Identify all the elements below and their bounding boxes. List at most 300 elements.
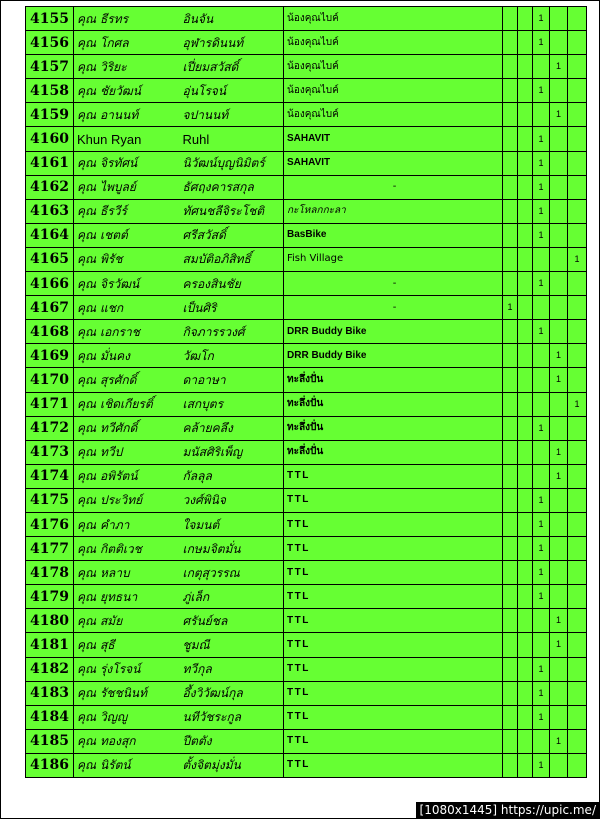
club-name: TTL [284,488,503,512]
flag-col-3: 1 [533,512,550,536]
club-name: น้องคุณไบค์ [284,79,503,103]
table-row [26,464,587,488]
flag-col-3: 1 [533,561,550,585]
flag-col-2 [518,488,533,512]
row-number: 4173 [26,440,74,464]
flag-col-3: 1 [533,681,550,705]
club-name: TTL [284,464,503,488]
flag-col-2 [518,79,533,103]
flag-col-2 [518,633,533,657]
last-name: นทีวัชระกูล [181,705,284,729]
flag-col-4 [550,681,568,705]
row-number: 4159 [26,103,74,127]
first-name: คุณ นิรัตน์ [74,753,181,777]
flag-col-1 [503,705,518,729]
table-row [26,537,587,561]
flag-col-1 [503,151,518,175]
table-row [26,272,587,296]
row-number: 4164 [26,223,74,247]
flag-col-5 [568,55,587,79]
flag-col-1 [503,585,518,609]
last-name: ครองสินชัย [181,272,284,296]
flag-col-2 [518,151,533,175]
club-name: น้องคุณไบค์ [284,7,503,31]
table-row [26,79,587,103]
club-name: TTL [284,729,503,753]
first-name: คุณ ธีรทร [74,7,181,31]
first-name: คุณ จิรทัศน์ [74,151,181,175]
table-row [26,55,587,79]
last-name: จปานนท์ [181,103,284,127]
club-name: TTL [284,633,503,657]
row-number: 4168 [26,320,74,344]
flag-col-4 [550,127,568,151]
flag-col-1 [503,272,518,296]
last-name: เปี่ยมสวัสดิ์ [181,55,284,79]
flag-col-4 [550,561,568,585]
row-number: 4185 [26,729,74,753]
flag-col-3 [533,633,550,657]
first-name: คุณ อานนท์ [74,103,181,127]
flag-col-4 [550,151,568,175]
flag-col-2 [518,440,533,464]
flag-col-2 [518,103,533,127]
table-row [26,103,587,127]
club-name: TTL [284,609,503,633]
row-number: 4179 [26,585,74,609]
flag-col-4: 1 [550,440,568,464]
flag-col-4 [550,7,568,31]
table-row [26,344,587,368]
flag-col-3: 1 [533,7,550,31]
flag-col-4: 1 [550,609,568,633]
flag-col-2 [518,561,533,585]
flag-col-2 [518,585,533,609]
flag-col-3: 1 [533,199,550,223]
flag-col-5 [568,633,587,657]
row-number: 4186 [26,753,74,777]
club-name: - [284,272,503,296]
flag-col-3: 1 [533,657,550,681]
flag-col-1 [503,416,518,440]
flag-col-1 [503,512,518,536]
first-name: คุณ โกศล [74,31,181,55]
flag-col-5 [568,416,587,440]
row-number: 4166 [26,272,74,296]
last-name: ศรันย์ชล [181,609,284,633]
club-name: TTL [284,512,503,536]
first-name: คุณ ยุทธนา [74,585,181,609]
flag-col-4 [550,416,568,440]
row-number: 4182 [26,657,74,681]
flag-col-5 [568,127,587,151]
row-number: 4171 [26,392,74,416]
row-number: 4167 [26,296,74,320]
flag-col-2 [518,464,533,488]
row-number: 4156 [26,31,74,55]
table-row [26,31,587,55]
club-name: TTL [284,585,503,609]
flag-col-2 [518,392,533,416]
flag-col-3: 1 [533,585,550,609]
flag-col-5 [568,103,587,127]
table-row [26,223,587,247]
flag-col-2 [518,344,533,368]
row-number: 4155 [26,7,74,31]
flag-col-3: 1 [533,320,550,344]
flag-col-5 [568,753,587,777]
table-row [26,585,587,609]
last-name: ตั้งจิตมุ่งมั่น [181,753,284,777]
flag-col-1 [503,320,518,344]
first-name: คุณ กิตติเวช [74,537,181,561]
club-name: BasBike [284,223,503,247]
flag-col-2 [518,753,533,777]
table-body [26,7,587,778]
flag-col-4 [550,223,568,247]
flag-col-1 [503,729,518,753]
flag-col-4 [550,272,568,296]
row-number: 4177 [26,537,74,561]
first-name: คุณ ไพบูลย์ [74,175,181,199]
last-name: เกตุสุวรรณ [181,561,284,585]
flag-col-5 [568,488,587,512]
table-row [26,392,587,416]
flag-col-3 [533,55,550,79]
table-row [26,320,587,344]
first-name: คุณ ธีรวีร์ [74,199,181,223]
flag-col-5: 1 [568,247,587,271]
flag-col-4 [550,79,568,103]
flag-col-1 [503,55,518,79]
flag-col-3: 1 [533,223,550,247]
club-name: TTL [284,705,503,729]
flag-col-4: 1 [550,55,568,79]
watermark: [1080x1445] https://upic.me/ [416,802,600,819]
flag-col-1 [503,368,518,392]
last-name: ภู่เล็ก [181,585,284,609]
flag-col-4 [550,31,568,55]
flag-col-4 [550,537,568,561]
flag-col-4 [550,247,568,271]
flag-col-4 [550,199,568,223]
flag-col-4: 1 [550,633,568,657]
first-name: คุณ พิรัช [74,247,181,271]
flag-col-3 [533,609,550,633]
flag-col-4 [550,175,568,199]
flag-col-5 [568,609,587,633]
flag-col-2 [518,705,533,729]
club-name: DRR Buddy Bike [284,320,503,344]
first-name: คุณ สุรศักดิ์ [74,368,181,392]
table-row [26,199,587,223]
flag-col-1 [503,31,518,55]
flag-col-2 [518,368,533,392]
flag-col-3: 1 [533,416,550,440]
flag-col-5 [568,151,587,175]
last-name: ศรีสวัสดิ์ [181,223,284,247]
row-number: 4170 [26,368,74,392]
table-row [26,368,587,392]
flag-col-4 [550,705,568,729]
flag-col-1 [503,7,518,31]
flag-col-4: 1 [550,729,568,753]
last-name: อึ้งวิวัฒน์กุล [181,681,284,705]
club-name: SAHAVIT [284,151,503,175]
flag-col-3 [533,729,550,753]
table-row [26,705,587,729]
flag-col-5 [568,199,587,223]
first-name: คุณ รัชชนินท์ [74,681,181,705]
flag-col-2 [518,272,533,296]
row-number: 4174 [26,464,74,488]
club-name: TTL [284,681,503,705]
table-row [26,753,587,777]
flag-col-1 [503,199,518,223]
club-name: TTL [284,537,503,561]
first-name: คุณ มั่นคง [74,344,181,368]
registration-table [25,6,587,778]
flag-col-4: 1 [550,368,568,392]
flag-col-2 [518,537,533,561]
flag-col-5 [568,729,587,753]
last-name: กัลลุล [181,464,284,488]
table-row [26,127,587,151]
row-number: 4178 [26,561,74,585]
last-name: อุ่นโรจน์ [181,79,284,103]
flag-col-5 [568,705,587,729]
table-row [26,175,587,199]
last-name: ใจมนต์ [181,512,284,536]
flag-col-5 [568,320,587,344]
flag-col-3: 1 [533,175,550,199]
flag-col-2 [518,31,533,55]
last-name: วัฒโก [181,344,284,368]
club-name: SAHAVIT [284,127,503,151]
last-name: เสกบุตร [181,392,284,416]
flag-col-3: 1 [533,31,550,55]
flag-col-1 [503,561,518,585]
club-name: ทะลึ่งปั่น [284,416,503,440]
last-name: เกษมจิตมั่น [181,537,284,561]
club-name: กะโหลกกะลา [284,199,503,223]
flag-col-1 [503,79,518,103]
row-number: 4175 [26,488,74,512]
flag-col-1 [503,681,518,705]
row-number: 4172 [26,416,74,440]
flag-col-4 [550,320,568,344]
flag-col-2 [518,609,533,633]
flag-col-5 [568,512,587,536]
flag-col-5 [568,31,587,55]
flag-col-1 [503,127,518,151]
first-name: คุณ ทวีป [74,440,181,464]
flag-col-1 [503,537,518,561]
flag-col-2 [518,199,533,223]
first-name: Khun Ryan [74,127,181,151]
row-number: 4162 [26,175,74,199]
table-row [26,151,587,175]
flag-col-4 [550,753,568,777]
flag-col-4 [550,392,568,416]
last-name: วงศ์พินิจ [181,488,284,512]
last-name: ธัศฤงคารสกุล [181,175,284,199]
club-name: - [284,175,503,199]
flag-col-3: 1 [533,705,550,729]
flag-col-3 [533,464,550,488]
first-name: คุณ อพิรัตน์ [74,464,181,488]
flag-col-3: 1 [533,488,550,512]
row-number: 4181 [26,633,74,657]
flag-col-3: 1 [533,537,550,561]
first-name: คุณ จิรวัฒน์ [74,272,181,296]
flag-col-4: 1 [550,464,568,488]
table-row [26,681,587,705]
club-name: น้องคุณไบค์ [284,55,503,79]
table-row [26,440,587,464]
row-number: 4169 [26,344,74,368]
flag-col-3 [533,103,550,127]
flag-col-3 [533,368,550,392]
table-row [26,7,587,31]
table-row [26,296,587,320]
flag-col-1 [503,609,518,633]
last-name: มนัสศิริเพ็ญ [181,440,284,464]
row-number: 4184 [26,705,74,729]
first-name: คุณ ทวีศักดิ์ [74,416,181,440]
flag-col-4 [550,657,568,681]
flag-col-5 [568,175,587,199]
flag-col-3: 1 [533,79,550,103]
last-name: อินจัน [181,7,284,31]
flag-col-2 [518,681,533,705]
flag-col-2 [518,729,533,753]
flag-col-2 [518,7,533,31]
row-number: 4183 [26,681,74,705]
table-row [26,512,587,536]
flag-col-2 [518,223,533,247]
flag-col-1 [503,633,518,657]
flag-col-4 [550,488,568,512]
flag-col-3 [533,392,550,416]
flag-col-1 [503,657,518,681]
flag-col-1 [503,175,518,199]
flag-col-3: 1 [533,127,550,151]
flag-col-5 [568,537,587,561]
club-name: Fish Village [284,247,503,271]
row-number: 4158 [26,79,74,103]
flag-col-3: 1 [533,753,550,777]
flag-col-5 [568,368,587,392]
table-row [26,657,587,681]
first-name: คุณ วิญญู [74,705,181,729]
last-name: สมบัติอภิสิทธิ์ [181,247,284,271]
flag-col-4 [550,296,568,320]
table-row [26,488,587,512]
flag-col-1: 1 [503,296,518,320]
club-name: TTL [284,561,503,585]
first-name: คุณ ทองสุก [74,729,181,753]
last-name: ดาอาษา [181,368,284,392]
flag-col-2 [518,296,533,320]
flag-col-5 [568,585,587,609]
club-name: - [284,296,503,320]
flag-col-2 [518,416,533,440]
table-row [26,609,587,633]
first-name: คุณ เอกราช [74,320,181,344]
row-number: 4161 [26,151,74,175]
flag-col-5 [568,223,587,247]
flag-col-3: 1 [533,272,550,296]
flag-col-5: 1 [568,392,587,416]
flag-col-2 [518,175,533,199]
flag-col-1 [503,488,518,512]
flag-col-2 [518,657,533,681]
flag-col-1 [503,440,518,464]
last-name: ปีตตัง [181,729,284,753]
flag-col-3: 1 [533,151,550,175]
flag-col-3 [533,247,550,271]
flag-col-2 [518,512,533,536]
flag-col-3 [533,296,550,320]
club-name: น้องคุณไบค์ [284,31,503,55]
row-number: 4180 [26,609,74,633]
row-number: 4163 [26,199,74,223]
flag-col-5 [568,272,587,296]
first-name: คุณ หลาบ [74,561,181,585]
first-name: คุณ สมัย [74,609,181,633]
flag-col-2 [518,247,533,271]
row-number: 4176 [26,512,74,536]
club-name: ทะลึ่งปั่น [284,392,503,416]
flag-col-5 [568,681,587,705]
flag-col-5 [568,7,587,31]
row-number: 4157 [26,55,74,79]
flag-col-1 [503,103,518,127]
flag-col-5 [568,79,587,103]
club-name: น้องคุณไบค์ [284,103,503,127]
first-name: คุณ ชัยวัฒน์ [74,79,181,103]
club-name: TTL [284,657,503,681]
flag-col-3 [533,344,550,368]
flag-col-2 [518,127,533,151]
table-row [26,561,587,585]
flag-col-5 [568,296,587,320]
flag-col-5 [568,657,587,681]
first-name: คุณ คำภา [74,512,181,536]
flag-col-1 [503,344,518,368]
last-name: คล้ายคลึง [181,416,284,440]
row-number: 4160 [26,127,74,151]
flag-col-5 [568,440,587,464]
first-name: คุณ วิริยะ [74,55,181,79]
flag-col-2 [518,55,533,79]
flag-col-4 [550,585,568,609]
last-name: นิวัฒน์บุญนิมิตร์ [181,151,284,175]
last-name: ชูมณี [181,633,284,657]
table-row [26,729,587,753]
last-name: เป็นศิริ [181,296,284,320]
club-name: ทะลึ่งปั่น [284,368,503,392]
table-row [26,247,587,271]
flag-col-2 [518,320,533,344]
flag-col-1 [503,753,518,777]
club-name: DRR Buddy Bike [284,344,503,368]
last-name: Ruhl [181,127,284,151]
flag-col-5 [568,344,587,368]
first-name: คุณ สุธี [74,633,181,657]
flag-col-5 [568,464,587,488]
